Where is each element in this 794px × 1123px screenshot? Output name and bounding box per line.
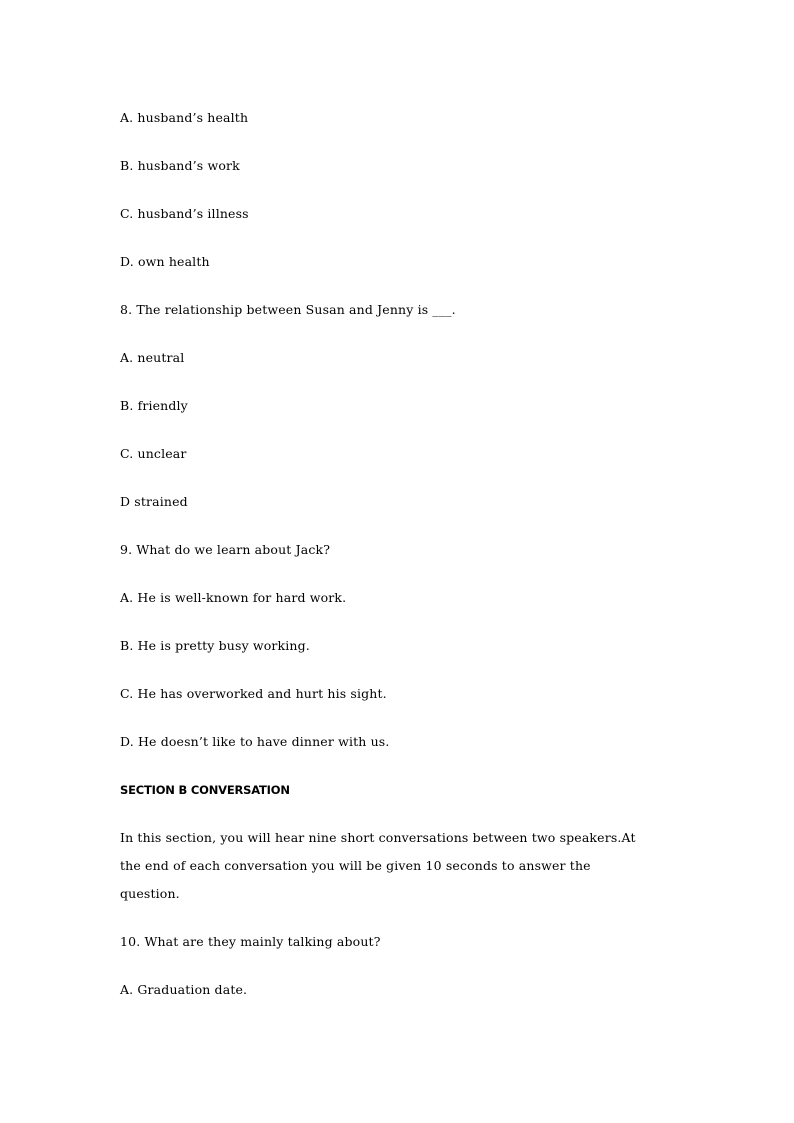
instructions-line-2: the end of each conversation you will be given 10 seconds to answer the — [120, 858, 591, 873]
q9-option-c: C. He has overworked and hurt his sight. — [120, 686, 387, 701]
q9-option-d: D. He doesn’t like to have dinner with us. — [120, 734, 390, 749]
q8-option-b: B. friendly — [120, 398, 188, 413]
q9-option-a: A. He is well-known for hard work. — [120, 590, 347, 605]
q9-option-b: B. He is pretty busy working. — [120, 638, 310, 653]
section-heading: SECTION B CONVERSATION — [120, 783, 290, 797]
q8-option-c: C. unclear — [120, 446, 187, 461]
q8-option-d: D strained — [120, 494, 188, 509]
question-9: 9. What do we learn about Jack? — [120, 542, 331, 557]
q7-option-c: C. husband’s illness — [120, 206, 249, 221]
q8-option-a: A. neutral — [120, 350, 185, 365]
q10-option-a: A. Graduation date. — [120, 982, 248, 997]
instructions-line-3: question. — [120, 886, 180, 901]
question-8: 8. The relationship between Susan and Jenny is ___. — [120, 302, 456, 317]
q7-option-d: D. own health — [120, 254, 210, 269]
instructions-line-1: In this section, you will hear nine short conversations between two speakers.At — [120, 830, 636, 845]
q7-option-b: B. husband’s work — [120, 158, 240, 173]
section-instructions — [120, 824, 680, 908]
question-10: 10. What are they mainly talking about? — [120, 934, 381, 949]
q7-option-a: A. husband’s health — [120, 110, 249, 125]
